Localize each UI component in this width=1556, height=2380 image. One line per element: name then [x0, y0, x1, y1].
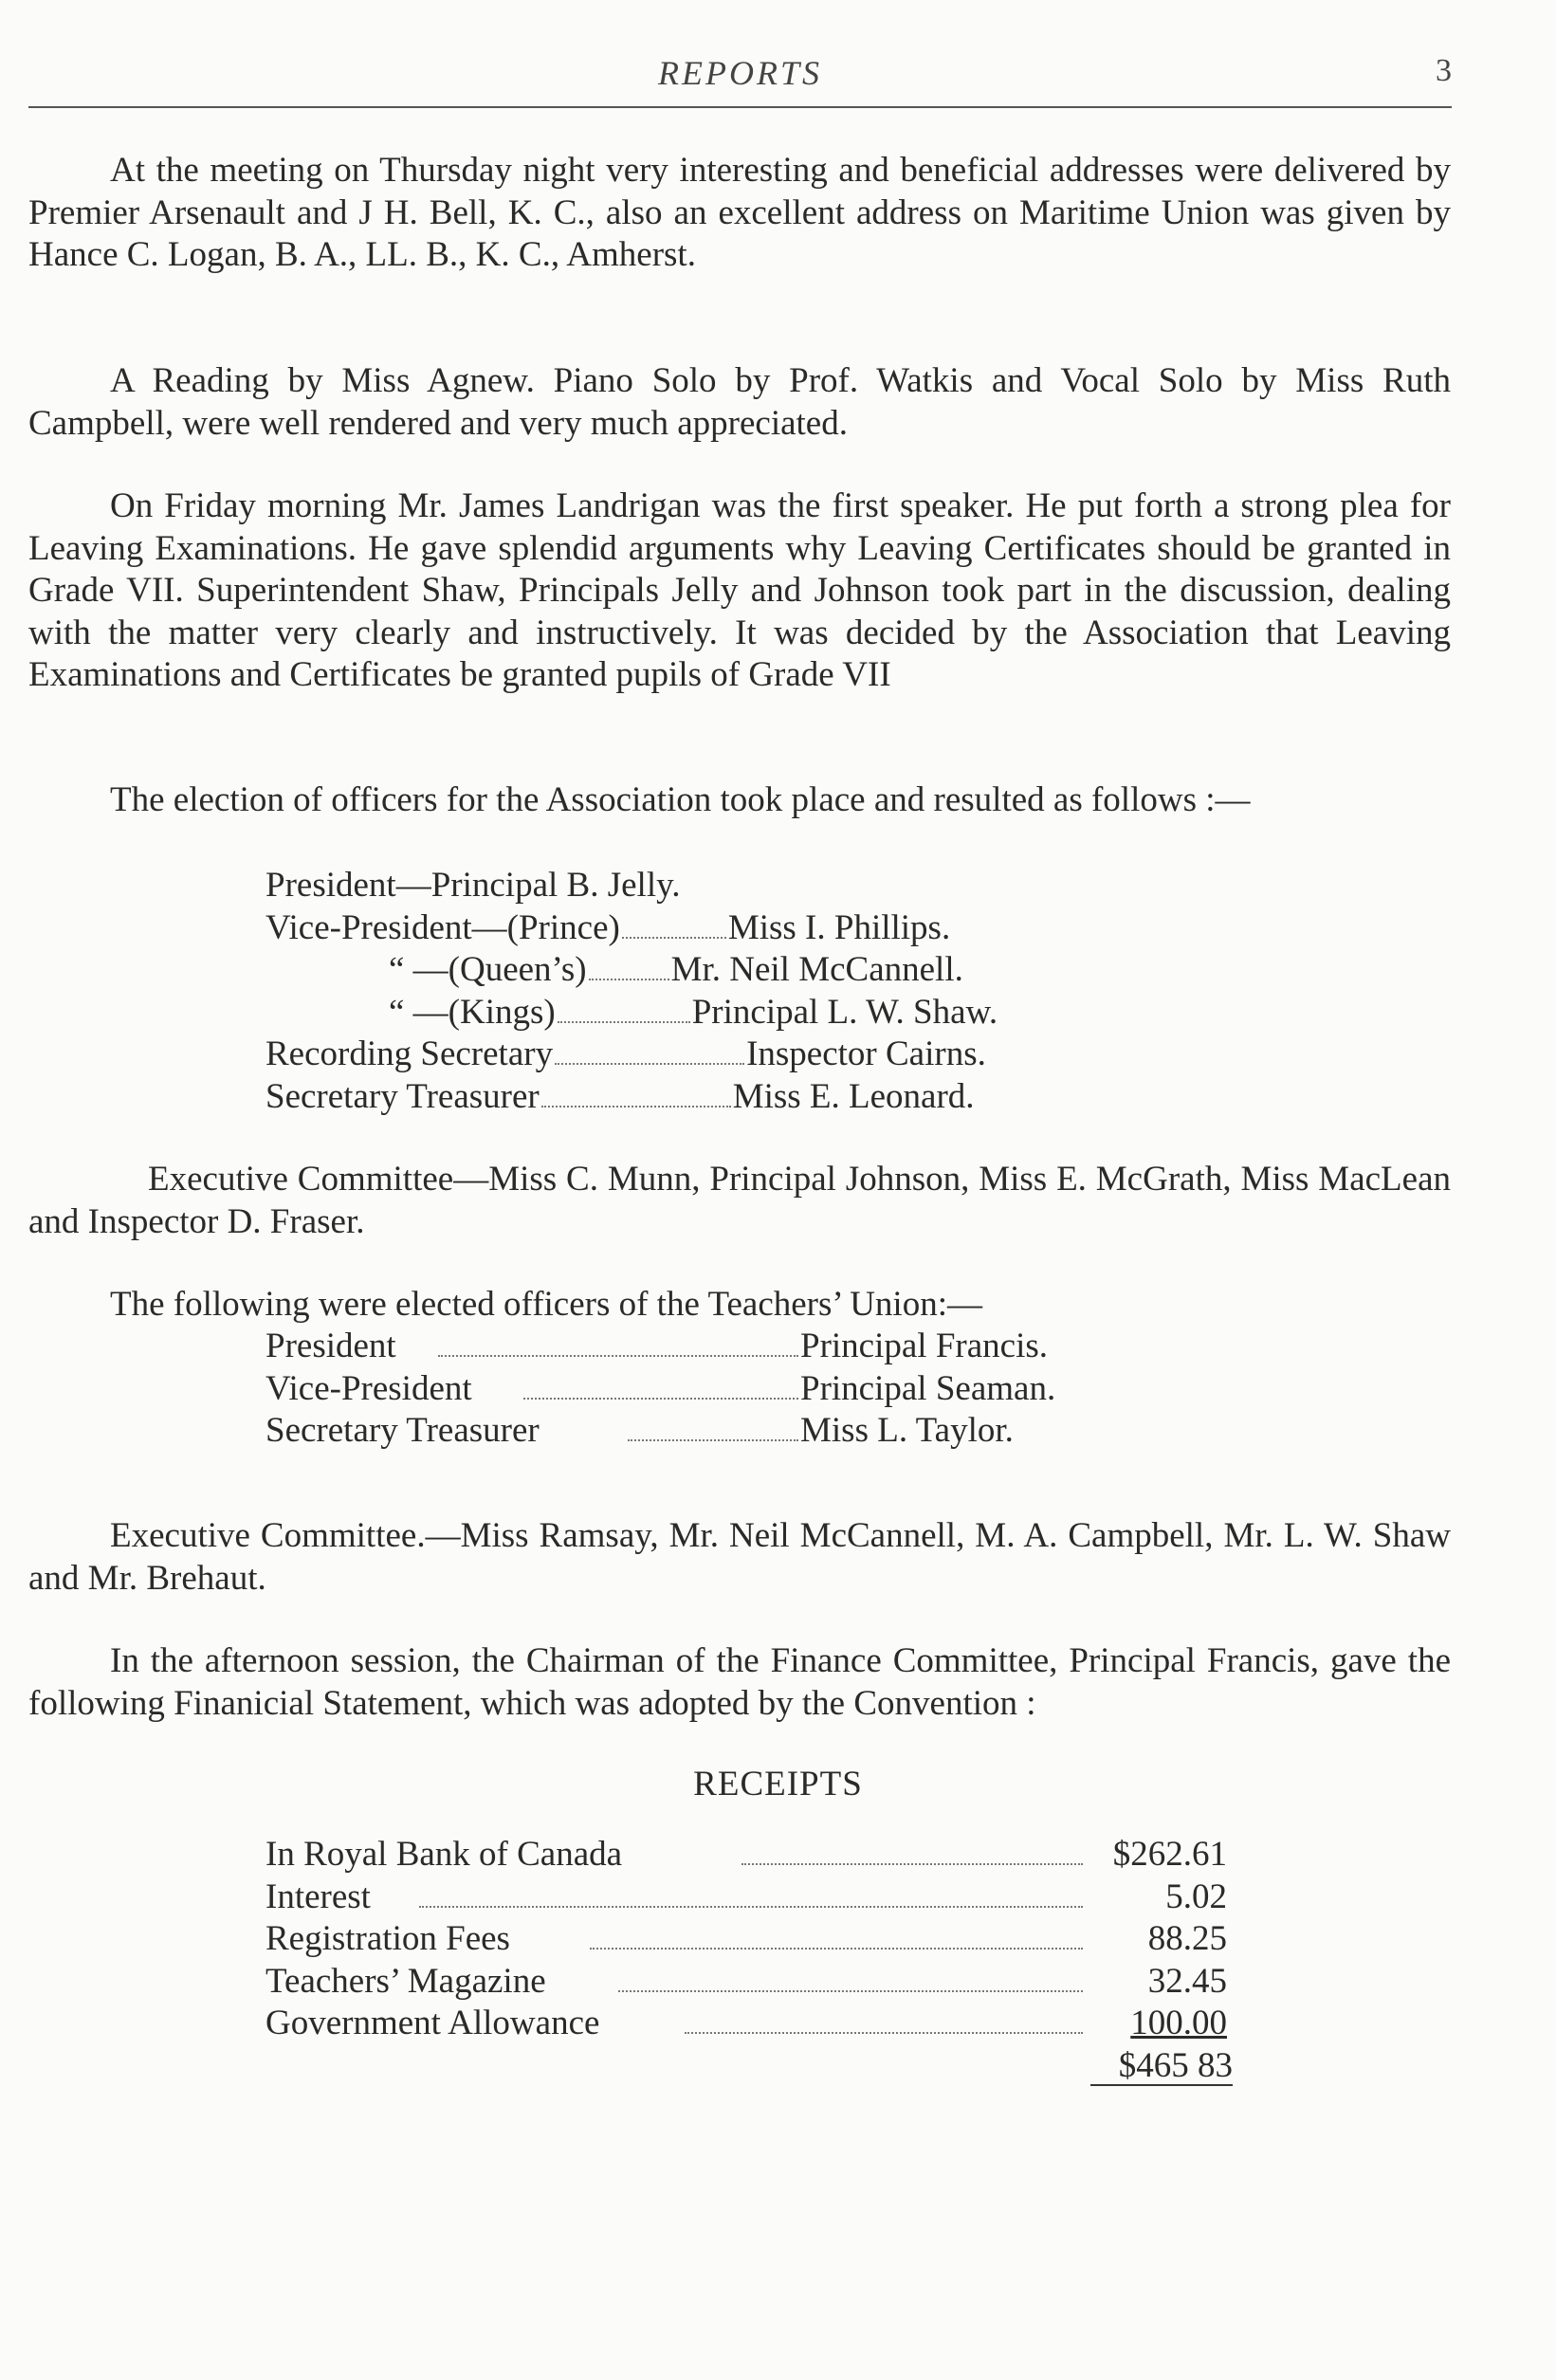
- paragraph-text: The election of officers for the Association took place and resulted as follows :—: [110, 780, 1251, 819]
- receipt-label: Interest: [265, 1877, 371, 1916]
- total-rule: [1090, 2084, 1233, 2086]
- officer-value: Miss L. Taylor.: [800, 1411, 1014, 1450]
- paragraph-union-executive: [28, 1515, 1451, 1600]
- header-title: REPORTS: [658, 54, 822, 92]
- paragraph-friday-morning: [28, 485, 1451, 697]
- paragraph-text: At the meeting on Thursday night very interesting and beneficial addresses were delivered by Premier Arsenault and J H. Bell, K. C., also an excellent address on Maritime Union was given by Hance C. Logan, B. A., LL. B., K. C., Amherst.: [28, 151, 1451, 274]
- receipt-row: [265, 1877, 1233, 1919]
- receipt-amount: 88.25: [1147, 1919, 1227, 1958]
- paragraph-finance: [28, 1640, 1451, 1725]
- paragraph-text: Executive Committee—Miss C. Munn, Principal Johnson, Miss E. McGrath, Miss MacLean and Inspector D. Fraser.: [28, 1160, 1451, 1241]
- paragraph-union-intro: [28, 1284, 1451, 1327]
- officer-row: [265, 1368, 1055, 1411]
- running-header: [28, 49, 1452, 108]
- receipt-amount: 5.02: [1165, 1877, 1227, 1916]
- receipts-heading: RECEIPTS: [693, 1765, 863, 1803]
- association-president: President—Principal B. Jelly.: [265, 866, 681, 905]
- paragraph-thursday-meeting: [28, 150, 1451, 277]
- officer-label: Secretary Treasurer: [265, 1076, 540, 1116]
- officer-row: [265, 1034, 998, 1076]
- officer-value: Principal Seaman.: [800, 1368, 1056, 1408]
- paragraph-text: On Friday morning Mr. James Landrigan was the first speaker. He put forth a strong plea for Leaving Examinations. He gave splendid arguments why Leaving Certificates should be granted in Grade VII. Superintendent Shaw, Principals Jelly and Johnson took part in the discussion, dealing with the matter very clearly and instructively. It was decided by the Association that Leaving Examinations and Certificates be granted pupils of Grade VII: [28, 486, 1451, 694]
- officer-label: Recording Secretary: [265, 1034, 554, 1073]
- paragraph-text: Executive Committee.—Miss Ramsay, Mr. Neil McCannell, M. A. Campbell, Mr. L. W. Shaw and Mr. Brehaut.: [28, 1516, 1451, 1598]
- paragraph-text: In the afternoon session, the Chairman of the Finance Committee, Principal Francis, gave the following Finanicial Statement, which was adopted by the Convention :: [28, 1641, 1451, 1723]
- receipt-amount: $262.61: [1112, 1835, 1227, 1874]
- receipt-row: [265, 1918, 1233, 1961]
- receipt-row: [265, 1834, 1233, 1877]
- receipt-total-row: [265, 2045, 1233, 2088]
- officer-value: Miss E. Leonard.: [732, 1076, 975, 1116]
- officer-label: President: [265, 1327, 396, 1365]
- receipt-total: $465 83: [1118, 2045, 1233, 2085]
- officer-row: [265, 907, 998, 950]
- officer-label: “ —(Queen’s): [389, 950, 587, 989]
- officer-label: Vice-President: [265, 1368, 472, 1408]
- officer-row: [265, 949, 998, 992]
- union-officers-list: [265, 1326, 1055, 1453]
- paragraph-text: A Reading by Miss Agnew. Piano Solo by Prof. Watkis and Vocal Solo by Miss Ruth Campbell, were well rendered and very much appreciated.: [28, 361, 1451, 443]
- paragraph-reading: [28, 360, 1451, 445]
- officer-row: [265, 992, 998, 1034]
- paragraph-association-executive: [28, 1159, 1451, 1243]
- officer-value: Mr. Neil McCannell.: [670, 950, 963, 989]
- receipt-amount: 100.00: [1130, 2004, 1227, 2042]
- paragraph-text: The following were elected officers of the Teachers’ Union:—: [110, 1285, 982, 1324]
- officer-label: “ —(Kings): [389, 992, 556, 1032]
- receipt-label: Registration Fees: [265, 1919, 510, 1958]
- officer-value: Inspector Cairns.: [746, 1034, 986, 1073]
- receipt-label: In Royal Bank of Canada: [265, 1835, 623, 1874]
- receipt-label: Teachers’ Magazine: [265, 1961, 546, 2001]
- receipt-label: Government Allowance: [265, 2004, 600, 2042]
- paragraph-election: [28, 779, 1451, 822]
- officer-row: [265, 1076, 998, 1119]
- receipt-row: [265, 1961, 1233, 2004]
- page-number: 3: [1436, 53, 1452, 88]
- association-officers-list: [265, 865, 998, 1118]
- officer-value: Miss I. Phillips.: [727, 907, 951, 947]
- receipts-table: [265, 1834, 1233, 2087]
- receipt-row: [265, 2003, 1233, 2045]
- officer-value: Principal L. W. Shaw.: [691, 992, 998, 1032]
- receipt-amount: 32.45: [1147, 1961, 1227, 2001]
- officer-value: Principal Francis.: [800, 1327, 1049, 1365]
- officer-row: [265, 1410, 1055, 1453]
- officer-row: [265, 1326, 1055, 1368]
- officer-label: Secretary Treasurer: [265, 1411, 540, 1450]
- officer-label: Vice-President—(Prince): [265, 907, 620, 947]
